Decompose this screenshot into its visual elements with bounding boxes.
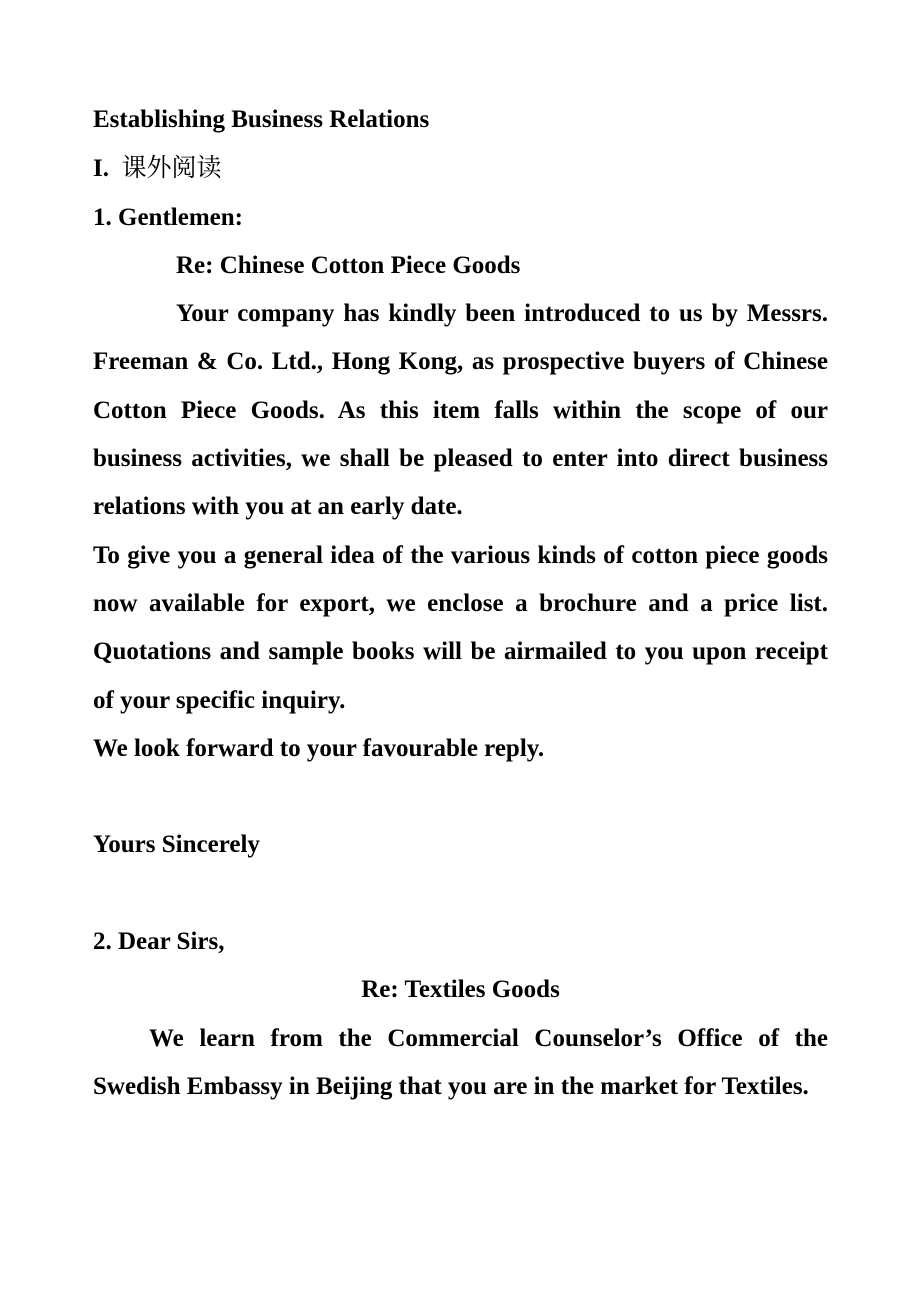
letter1-salutation: 1. Gentlemen: [93,203,243,231]
letter1-closing: Yours Sincerely [93,831,260,859]
letter2-subject: Re: Textiles Goods [361,976,560,1004]
section-heading [93,144,828,193]
letter1-paragraph-1: Your company has kindly been introduced to us by Messrs. Freeman & Co. Ltd., Hong Kong, as prospective buyers of Chinese Cotton Piece Goods. As this item falls within the scope of our business activities, we shall be pleased to enter into direct business relations with you at an early date. [93,300,828,521]
letter2-salutation: 2. Dear Sirs, [93,928,225,956]
letter2-paragraph-1: We learn from the Commercial Counselor’s Office of the Swedish Embassy in Beijing that you are in the market for Textiles. [93,1024,828,1100]
spacer [93,870,828,918]
letter1-paragraph-2: To give you a general idea of the various kinds of cotton piece goods now available for export, we enclose a brochure and a price list. Quotations and sample books will be airmailed to you upon receipt of your specific inquiry. [93,541,828,714]
spacer [93,773,828,821]
document-title: Establishing Business Relations [93,106,430,133]
section-title: 课外阅读 [121,153,222,183]
letter1-paragraph-3: We look forward to your favourable reply. [93,734,545,762]
document-page [93,96,828,1111]
section-number: I. [93,155,109,183]
letter1-subject: Re: Chinese Cotton Piece Goods [176,251,521,279]
